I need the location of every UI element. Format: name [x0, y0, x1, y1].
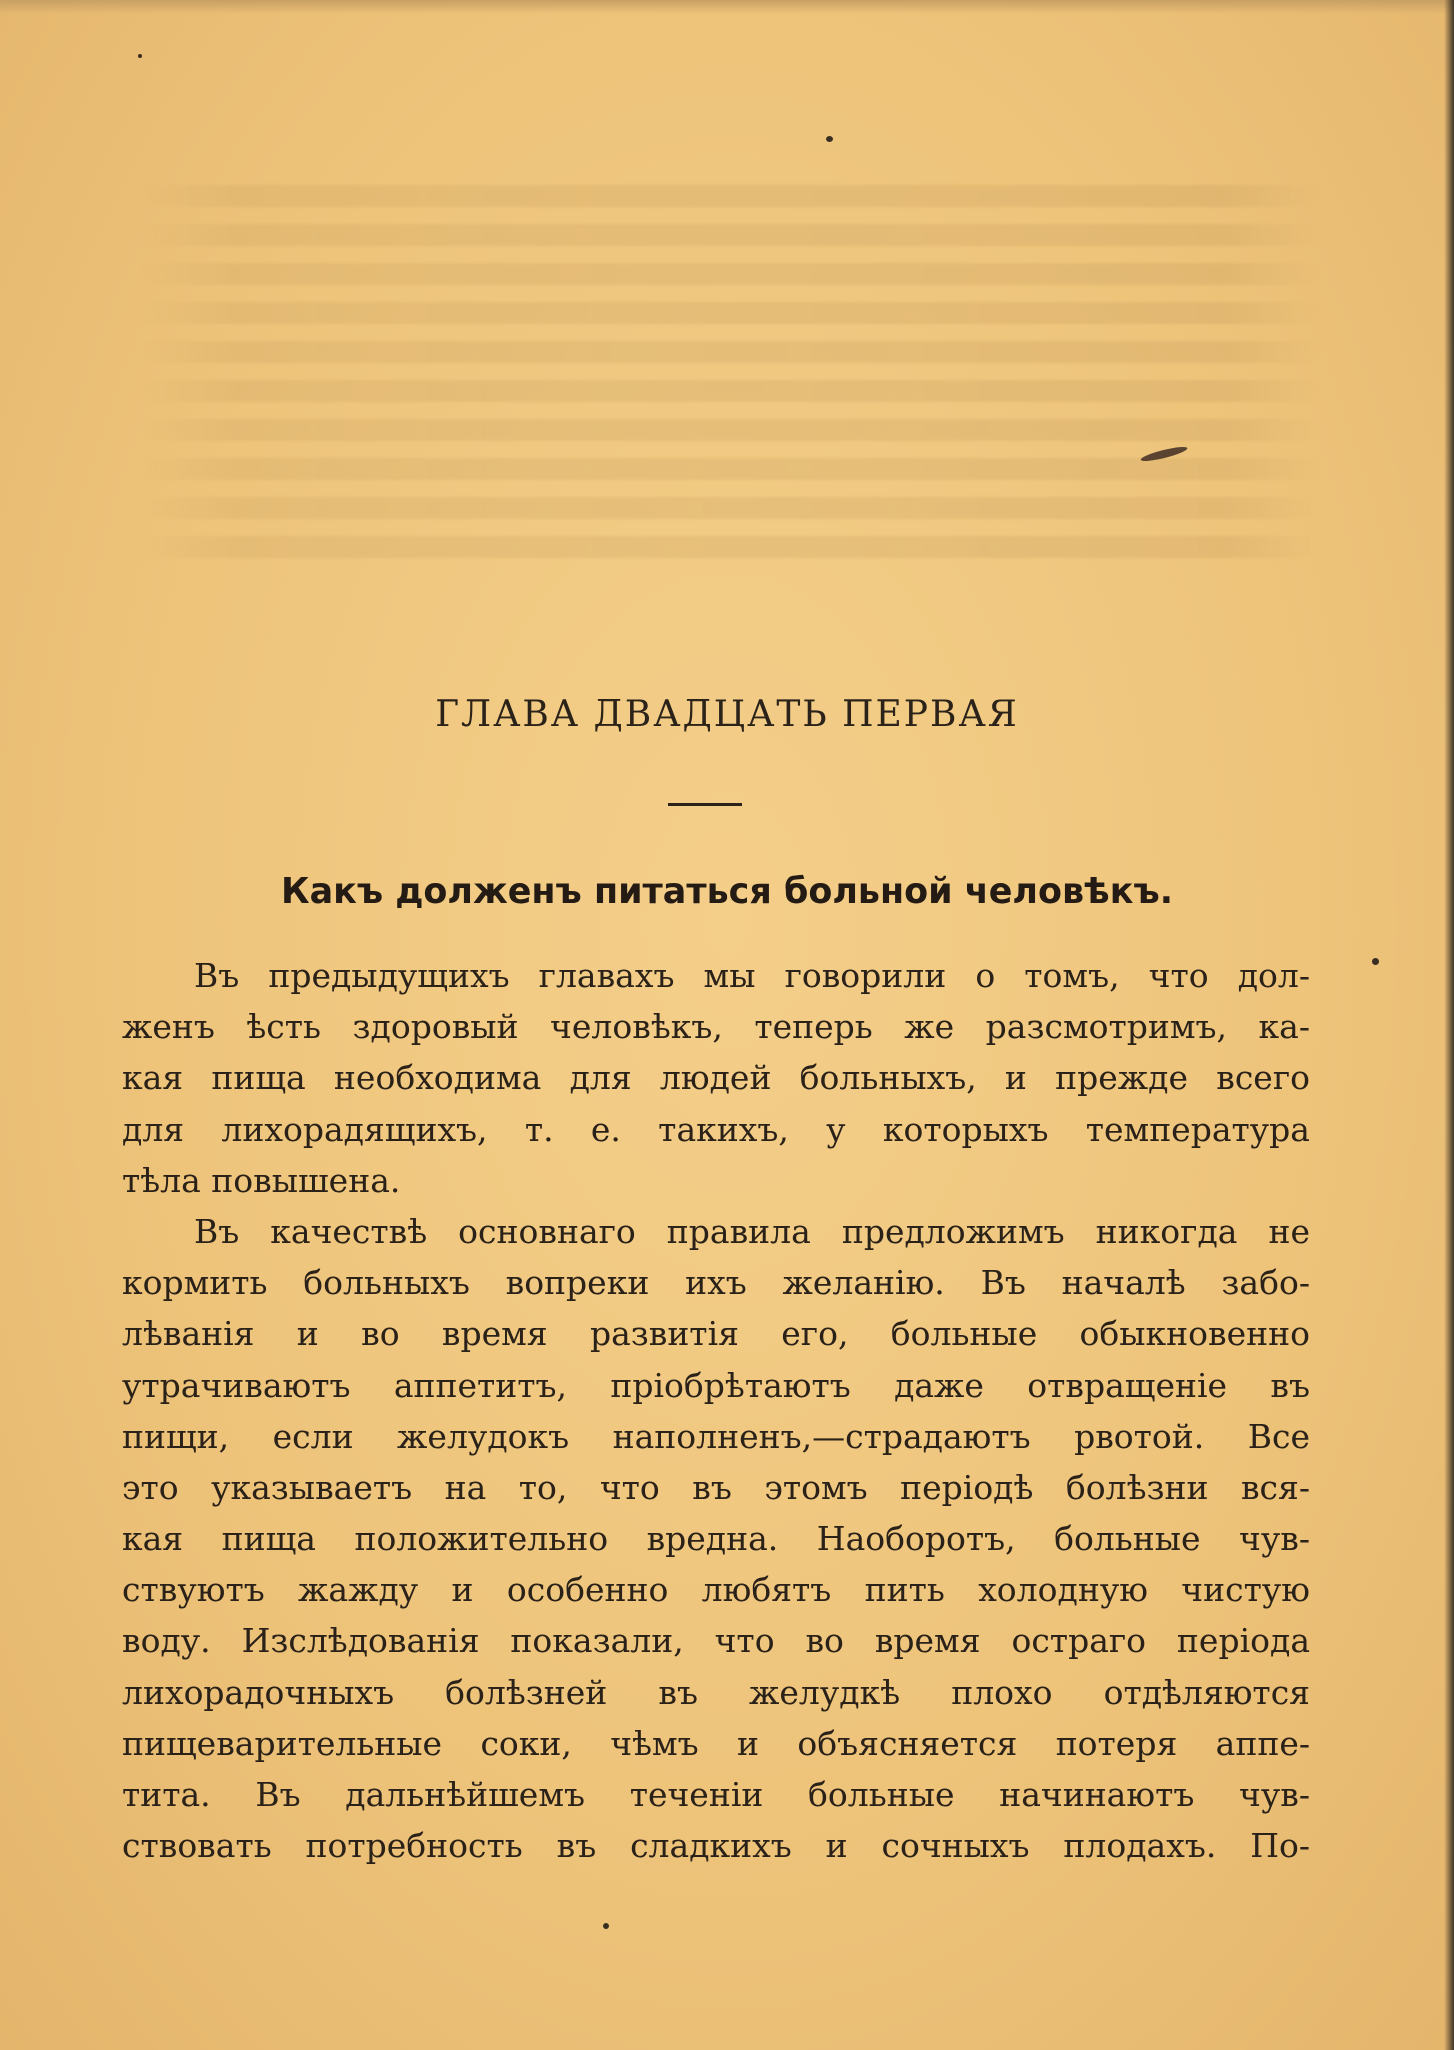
text-line: утрачиваютъ аппетитъ, пріобрѣтаютъ даже отвращеніе въ: [122, 1365, 1310, 1405]
bleed-through-line: [140, 458, 1320, 480]
text-line: лѣванія и во время развитія его, больные обыкновенно: [122, 1314, 1310, 1354]
ink-speck: [826, 136, 833, 142]
text-line: Въ качествѣ основнаго правила предложимъ никогда не: [194, 1211, 1310, 1251]
title-divider: [668, 803, 742, 806]
text-line: пищи, если желудокъ наполненъ,—страдаютъ рвотой. Все: [122, 1416, 1310, 1456]
bleed-through-line: [140, 536, 1320, 558]
bleed-through-line: [140, 185, 1320, 207]
bleed-through-line: [140, 263, 1320, 285]
bleed-through-texture: [140, 168, 1320, 575]
chapter-title: ГЛАВА ДВАДЦАТЬ ПЕРВАЯ: [435, 694, 1019, 735]
body-text: [122, 950, 1310, 1871]
text-line: кормить больныхъ вопреки ихъ желанію. Въ началѣ забо-: [122, 1263, 1310, 1303]
bleed-through-line: [140, 302, 1320, 324]
text-line: тѣла повышена.: [122, 1160, 401, 1200]
page-right-edge: [1444, 0, 1454, 2050]
text-line: кая пища необходима для людей больныхъ, и прежде всего: [122, 1058, 1310, 1098]
text-line: воду. Изслѣдованія показали, что во время остраго періода: [122, 1621, 1310, 1661]
text-line: для лихорадящихъ, т. е. такихъ, у которыхъ температура: [122, 1109, 1310, 1149]
text-line: лихорадочныхъ болѣзней въ желудкѣ плохо отдѣляются: [122, 1672, 1310, 1712]
bleed-through-line: [140, 497, 1320, 519]
text-line: тита. Въ дальнѣйшемъ теченіи больные начинаютъ чув-: [122, 1775, 1310, 1814]
page-top-edge: [0, 0, 1454, 14]
text-line: ствовать потребность въ сладкихъ и сочныхъ плодахъ. По-: [122, 1826, 1310, 1866]
section-heading: Какъ долженъ питаться больной человѣкъ.: [281, 871, 1173, 912]
text-line: женъ ѣсть здоровый человѣкъ, теперь же разсмотримъ, ка-: [122, 1007, 1310, 1047]
text-line: пищеварительные соки, чѣмъ и объясняется потеря аппе-: [122, 1723, 1310, 1763]
text-line: это указываетъ на то, что въ этомъ періодѣ болѣзни вся-: [122, 1467, 1310, 1507]
text-line: ствуютъ жажду и особенно любятъ пить холодную чистую: [122, 1570, 1310, 1610]
text-line: кая пища положительно вредна. Наоборотъ, больные чув-: [122, 1519, 1310, 1559]
ink-speck: [138, 54, 142, 58]
ink-speck: [603, 1923, 609, 1929]
bleed-through-line: [140, 380, 1320, 402]
ink-speck: [1372, 958, 1379, 965]
bleed-through-line: [140, 419, 1320, 441]
text-line: Въ предыдущихъ главахъ мы говорили о томъ, что дол-: [194, 956, 1310, 995]
bleed-through-line: [140, 341, 1320, 363]
bleed-through-line: [140, 224, 1320, 246]
